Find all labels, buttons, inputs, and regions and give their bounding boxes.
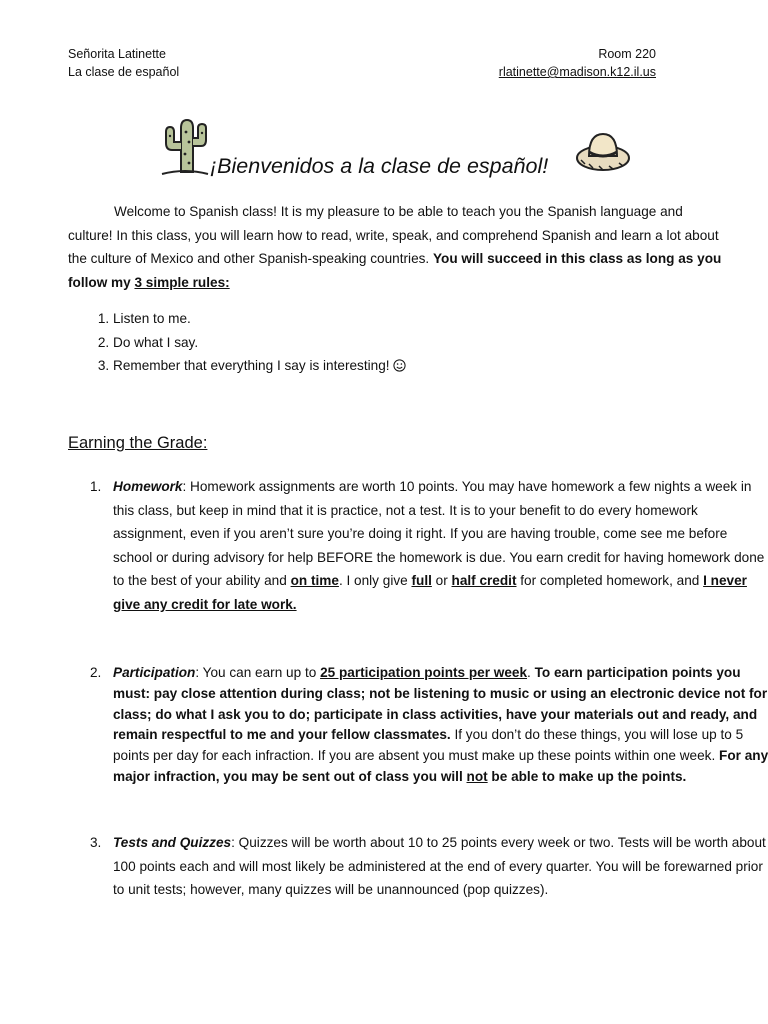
item-label: Homework [113,479,183,494]
grade-item-participation [68,663,768,788]
item-emphasis: To earn participation points you must: pay close attention during class; not be listening to music or using an electronic device not for class; do what I ask you to do; participate in class activities, have your materials out and ready, and remain respectful to me and your fellow classmates. [113,665,768,743]
rules-list [68,307,406,378]
intro-bold: You will succeed in this class as long as you follow my [68,251,722,290]
smiley-icon [393,359,406,372]
item-number: 2. [90,665,102,680]
item-emphasis: half credit [451,573,517,589]
room-number: Room 220 [598,47,656,61]
sombrero-icon [575,128,631,174]
item-number: 1. [90,479,102,494]
page-title: ¡Bienvenidos a la clase de español! [210,154,549,178]
item-number: 3. [90,835,102,850]
rule-item: 2. Do what I say. [113,331,406,355]
item-emphasis: be able to make up the points. [487,768,687,784]
rule-item: 1. Listen to me. [113,307,406,331]
item-text: : You can earn up to [195,665,321,680]
header-left [68,45,179,81]
item-label: Tests and Quizzes [113,835,232,850]
item-emphasis: full [411,573,432,589]
cactus-icon [160,116,210,178]
item-text: . I only give [338,573,412,589]
item-text: If you don’t do these things, you will lose up to 5 points per day for each infraction. If you are absent you must make up these points within one week. [113,727,744,764]
intro-paragraph [68,200,724,294]
course-name: La clase de español [68,65,180,79]
item-emphasis: not [466,768,488,784]
intro-text: Welcome to Spanish class! It is my pleasure to be able to teach you the Spanish language and culture! In this class, you will learn how to read, write, speak, and comprehend Spanish and learn a lot about the culture of Mexico and other Spanish-speaking countries. [68,204,719,267]
section-title: Earning the Grade: [68,434,208,452]
item-text: for completed homework, and [516,573,704,589]
grade-item-homework [68,475,768,617]
header-right [499,45,656,81]
item-text: : Quizzes will be worth about 10 to 25 points every week or two. Tests will be worth about 100 points each and will most likely be administered at the end of every quarter. You will be forewarned prior to unit tests; however, many quizzes will be unannounced (pop quizzes). [113,835,766,898]
item-emphasis: 25 participation points per week [320,665,528,680]
email-link[interactable]: rlatinette@madison.k12.il.us [498,65,656,79]
item-text: : Homework assignments are worth 10 points. You may have homework a few nights a week in this class, but keep in mind that it is practice, not a test. It is to your benefit to do every homework assignment, even if you aren’t sure you’re doing it right. If you are having trouble, come see me before school or during advisory for help BEFORE the homework is due. You earn credit for having homework done to the best of your ability and [113,479,765,589]
item-text: or [431,573,452,589]
intro-rules-link: 3 simple rules: [134,274,230,290]
rule-text: Remember that everything I say is interesting! [113,358,394,374]
item-text: . [527,665,535,680]
rule-item [113,354,406,378]
teacher-name: Señorita Latinette [68,47,166,61]
grade-item-tests [68,831,768,902]
item-emphasis: For any major infraction, you may be sent out of class you will [113,748,768,784]
item-emphasis: I never give any credit for late work. [113,573,747,612]
item-label: Participation [113,665,196,680]
item-emphasis: on time [290,573,339,589]
